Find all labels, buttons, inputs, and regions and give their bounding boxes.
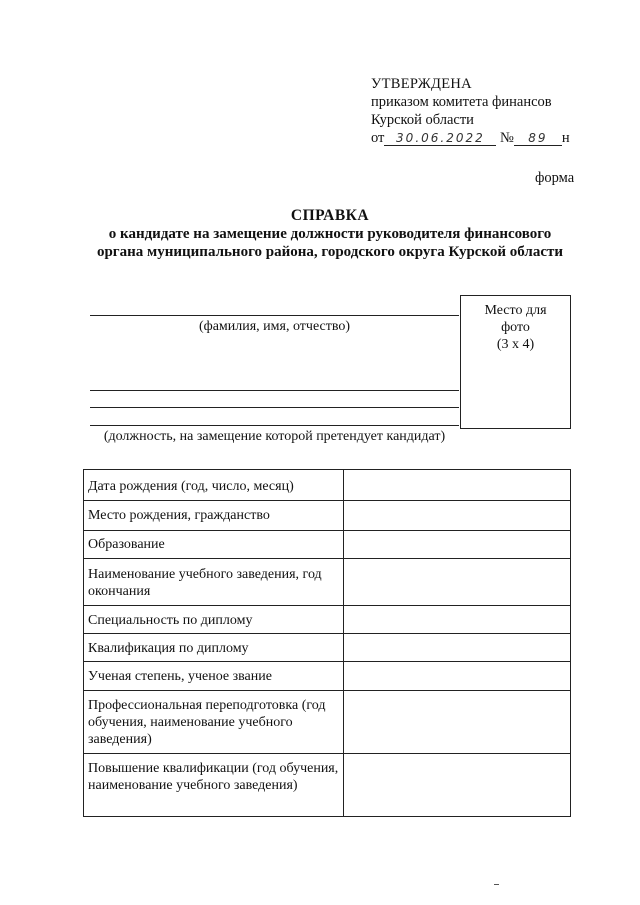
name-fill-line (90, 315, 459, 316)
name-caption: (фамилия, имя, отчество) (198, 319, 351, 334)
row-value-qualification (343, 634, 570, 662)
handwritten-date: 30.06.2022 (384, 131, 496, 146)
row-value-institution (343, 559, 570, 606)
approval-date-number-line (371, 129, 570, 147)
row-value-advanced-training (343, 754, 570, 817)
position-caption: (должность, на замещение которой претендует кандидат) (103, 429, 446, 444)
document-title: СПРАВКА (290, 207, 370, 224)
row-label-education: Образование (84, 531, 344, 559)
row-value-retraining (343, 691, 570, 754)
approval-order-line1: приказом комитета финансов (371, 94, 552, 110)
approval-order-line2: Курской области (371, 112, 474, 128)
number-sign: № (500, 130, 514, 146)
row-value-birth-place (343, 501, 570, 531)
row-label-birth-place: Место рождения, гражданство (84, 501, 344, 531)
table-row (84, 662, 571, 691)
form-label: форма (535, 170, 575, 186)
table-row (84, 559, 571, 606)
row-label-birth-date: Дата рождения (год, число, месяц) (84, 470, 344, 501)
row-label-advanced-training: Повышение квалификации (год обучения, наименование учебного заведения) (84, 754, 344, 817)
scan-mark (494, 884, 499, 885)
photo-label-line3: (3 x 4) (496, 337, 535, 352)
table-row (84, 470, 571, 501)
row-value-birth-date (343, 470, 570, 501)
row-value-education (343, 531, 570, 559)
row-label-retraining: Профессиональная переподготовка (год обучения, наименование учебного заведения) (84, 691, 344, 754)
position-fill-line-3 (90, 425, 459, 426)
photo-label-line1: Место для (484, 303, 547, 318)
document-heading (80, 207, 580, 261)
row-label-specialty: Специальность по диплому (84, 606, 344, 634)
handwritten-number: 89 (514, 131, 562, 146)
row-label-institution: Наименование учебного заведения, год окончания (84, 559, 344, 606)
row-label-qualification: Квалификация по диплому (84, 634, 344, 662)
table-row (84, 606, 571, 634)
from-prefix: от (371, 130, 385, 146)
number-suffix: н (561, 130, 570, 146)
table-row (84, 634, 571, 662)
table-row (84, 754, 571, 817)
table-row (84, 501, 571, 531)
approval-block (371, 75, 570, 147)
approval-title: УТВЕРЖДЕНА (371, 76, 472, 92)
position-fill-line-2 (90, 407, 459, 408)
row-value-academic-degree (343, 662, 570, 691)
document-subtitle-line1: о кандидате на замещение должности руководителя финансового (108, 226, 552, 242)
table-row (84, 691, 571, 754)
row-value-specialty (343, 606, 570, 634)
document-subtitle-line2: органа муниципального района, городского округа Курской области (96, 244, 564, 260)
table-row (84, 531, 571, 559)
row-label-academic-degree: Ученая степень, ученое звание (84, 662, 344, 691)
position-fill-line-1 (90, 390, 459, 391)
photo-placeholder-box (460, 295, 571, 429)
candidate-info-table (83, 469, 571, 817)
photo-label-line2: фото (501, 320, 530, 335)
